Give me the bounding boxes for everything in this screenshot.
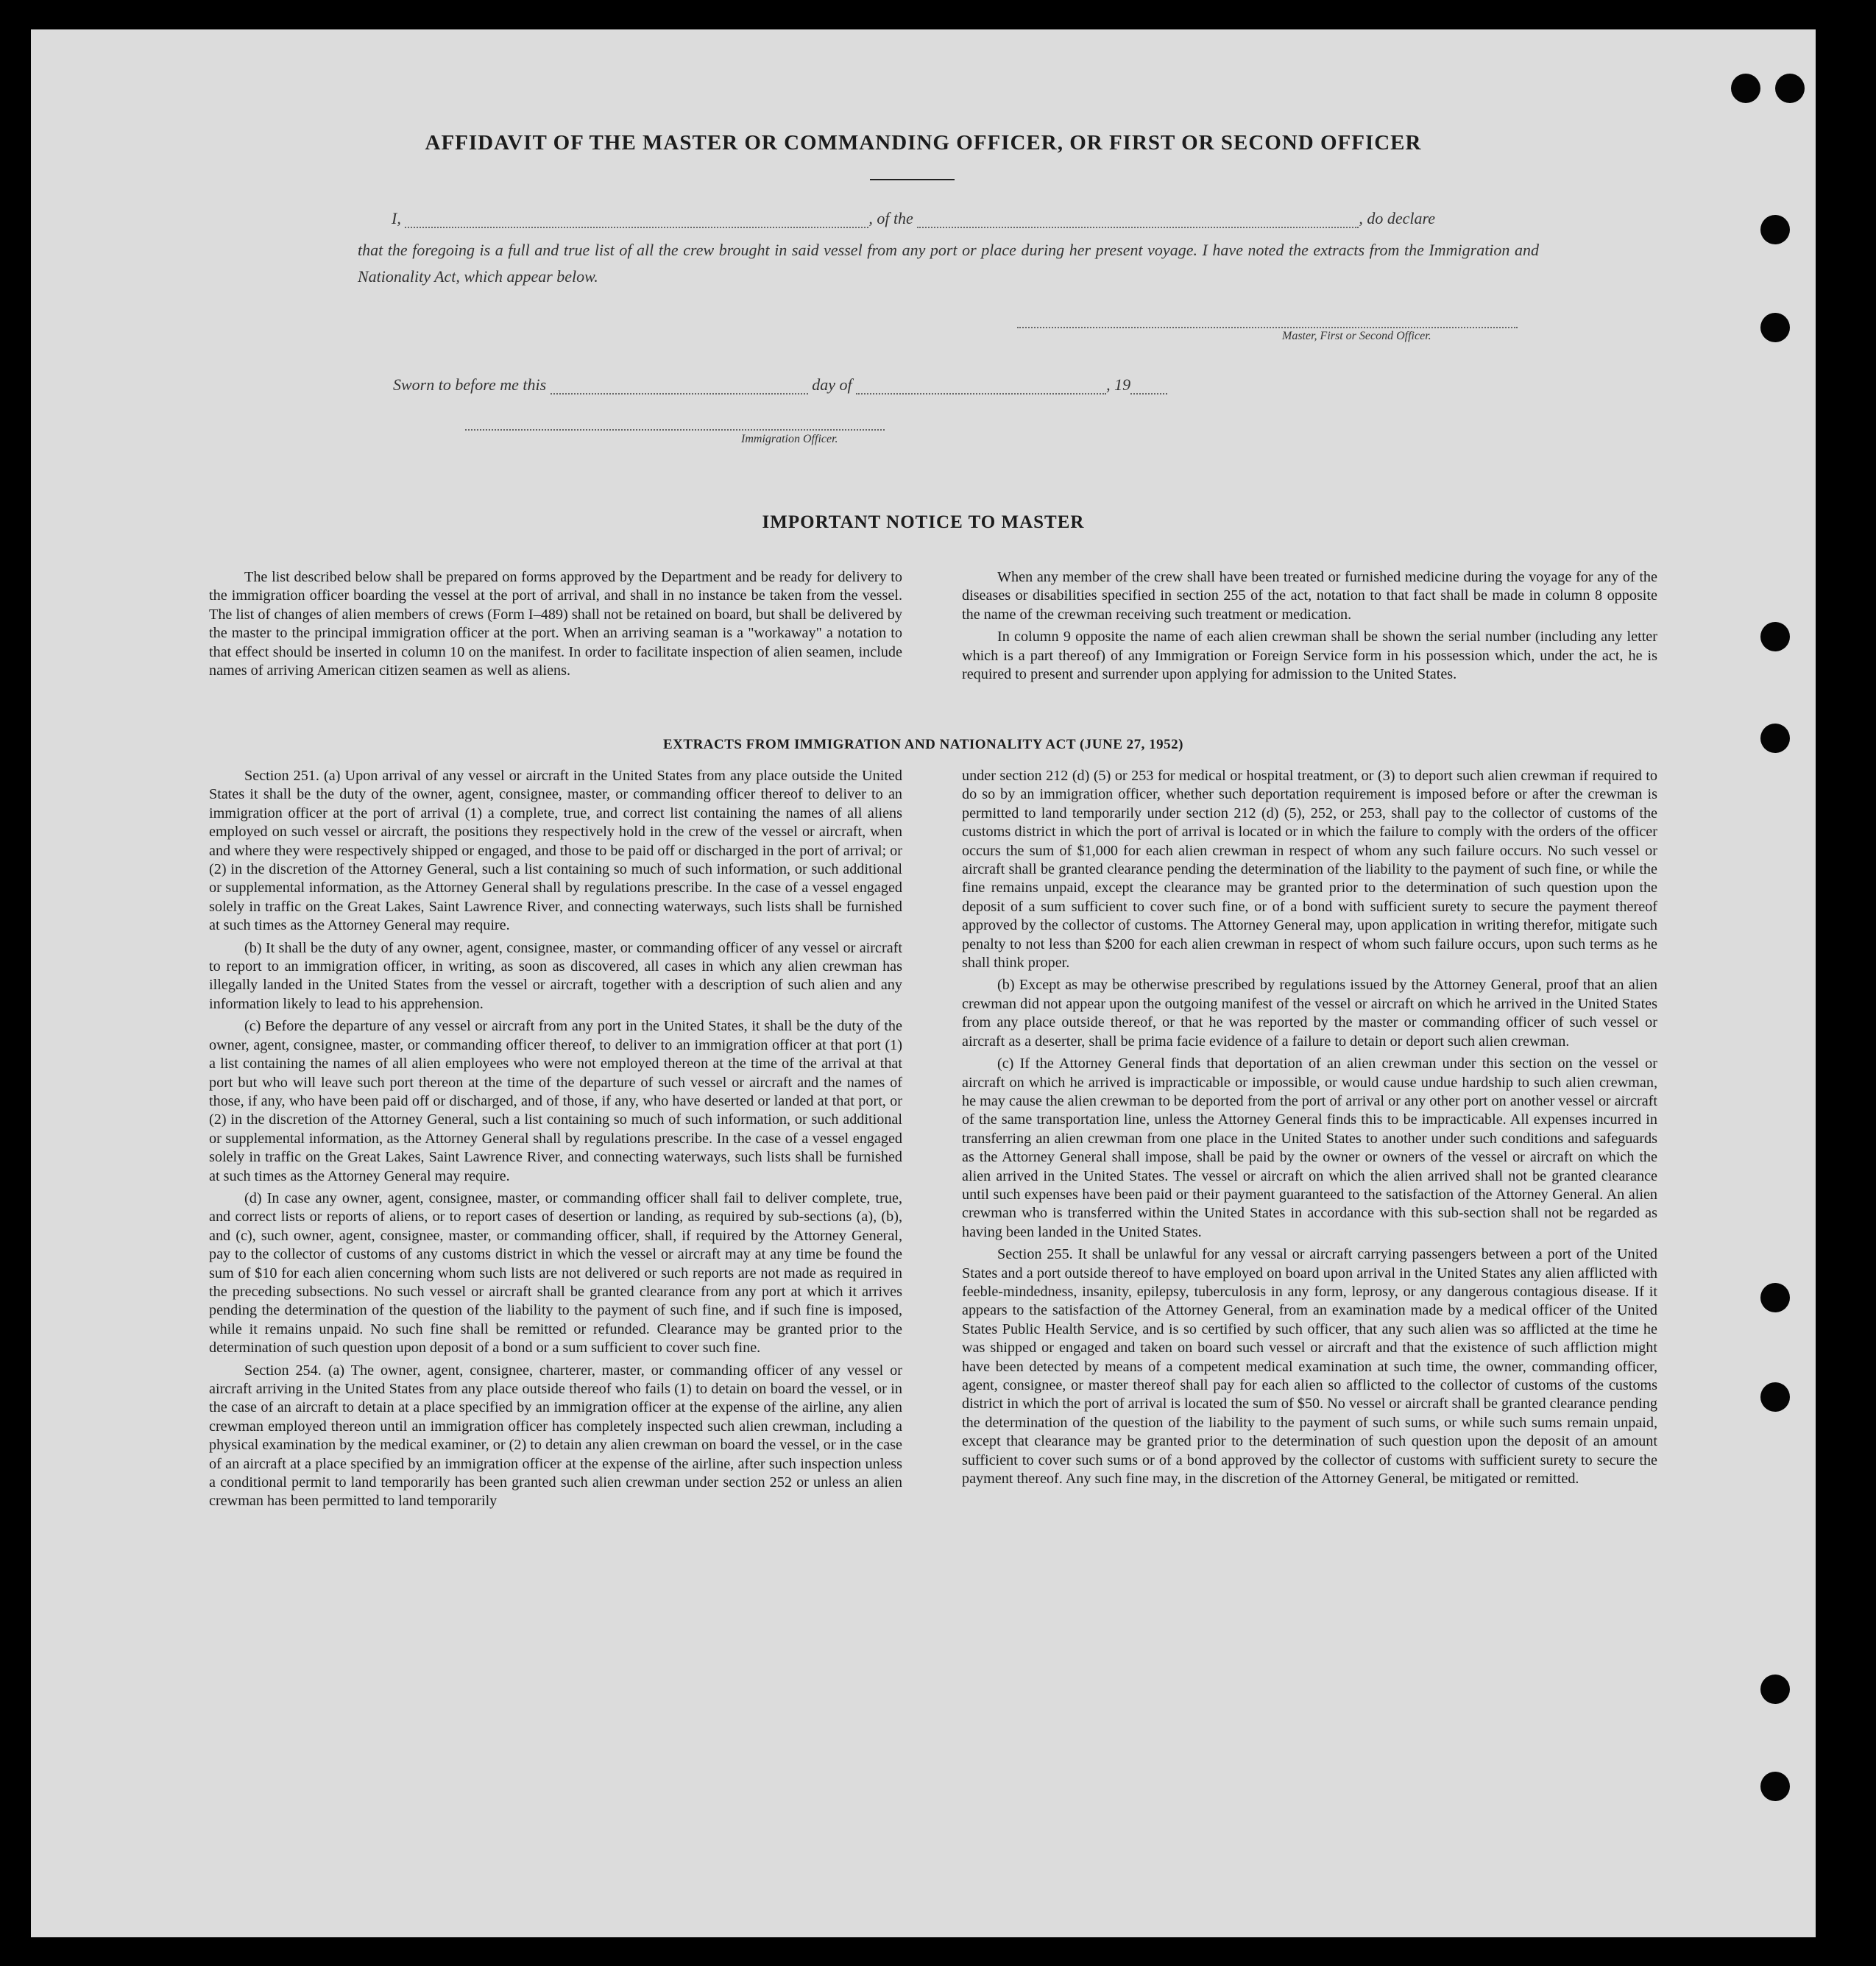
extracts-left-column	[209, 767, 902, 1515]
sworn-label: Sworn to before me this	[393, 375, 547, 394]
title-rule	[870, 179, 955, 180]
notice-heading: IMPORTANT NOTICE TO MASTER	[762, 512, 1085, 532]
notice-paragraph: When any member of the crew shall have been treated or furnished medicine during the voyage for any of the diseases or disabilities specified in section 255 of the act, notation to that fact shall be made in column 8 opposite the name of the crewman receiving such treatment or medication.	[962, 569, 1657, 623]
sworn-line	[393, 375, 1167, 395]
declarant-name-field[interactable]	[405, 212, 868, 228]
sworn-day-field[interactable]	[551, 378, 808, 395]
punch-hole	[1760, 1283, 1790, 1312]
extract-paragraph: under section 212 (d) (5) or 253 for medical or hospital treatment, or (3) to deport such alien crewman if required to do so by an immigration officer, whether such deportation requirement is imposed before or after the crewman is permitted to land temporarily under section 212 (d) (5), 252, or 253, shall pay to the collector of customs of the customs district in which the port of arrival is located or in which the failure to comply with the orders of the officer occurs the sum of $1,000 for each alien crewman in respect of whom any such failure occurs. No such vessel or aircraft shall be granted clearance pending the determination of the liability to the payment of such fine, or while the fine remains unpaid, except the clearance may be granted prior to the determination of such question upon the deposit of a sum sufficient to cover such fine, or of a bond with sufficient surety to secure the payment thereof approved by the collector of customs. The Attorney General may, upon application in writing therefor, mitigate such penalty to not less than $200 for each alien crewman in respect of whom such failure occurs, upon such terms as he shall think proper.	[962, 768, 1657, 972]
sworn-month-field[interactable]	[856, 378, 1106, 395]
declaration-suffix: , do declare	[1359, 209, 1435, 227]
punch-hole	[1760, 1382, 1790, 1412]
extract-paragraph: Section 255. It shall be unlawful for any vessal or aircraft carrying passengers between a port of the United States and a port outside thereof to have employed on board upon arrival in the United States any alien afflicted with feeble-mindedness, insanity, epilepsy, tuberculosis in any form, leprosy, or any dangerous contagious disease. If it appears to the satisfaction of the Attorney General, from an examination made by a medical officer of the United States Public Health Service, and is so certified by such officer, that any such alien was so afflicted at the time he was shipped or engaged and taken on board such vessel or aircraft and that the existence of such affliction might have been detected by means of a competent medical examination at such time, the owner, commanding officer, agent, consignee, or master thereof shall pay for each alien so afflicted to the collector of customs of the customs district in which the port of arrival is located the sum of $50. No vessel or aircraft shall be granted clearance pending the determination of the question of the liability to the payment of such sums, or while such sums remain unpaid, except that clearance may be granted prior to the determination of such question upon the deposit of an amount sufficient to cover such sums or of a bond approved by the collector of customs with sufficient surety to secure the payment thereof. Any such fine may, in the discretion of the Attorney General, be mitigated or remitted.	[962, 1246, 1657, 1488]
notice-left-column	[209, 568, 902, 684]
sworn-year-field[interactable]	[1130, 378, 1167, 395]
punch-hole	[1760, 1772, 1790, 1801]
punch-hole	[1731, 74, 1760, 103]
notice-paragraph: The list described below shall be prepared on forms approved by the Department and be ready for delivery to the immigration officer boarding the vessel at the port of arrival, and shall in no instance be taken from the vessel. The list of changes of alien members of crews (Form I–489) shall not be retained on board, but shall be delivered by the master to the principal immigration officer at the port. When an arriving seaman is a "workaway" a notation to that effect should be inserted in column 10 on the manifest. In order to facilitate inspection of alien seamen, include names of arriving American citizen seamen as well as aliens.	[209, 569, 902, 679]
punch-hole	[1775, 74, 1805, 103]
declaration-of-label: , of the	[868, 209, 913, 227]
extract-paragraph: (b) Except as may be otherwise prescribed by regulations issued by the Attorney General, proof that an alien crewman did not appear upon the outgoing manifest of the vessel or aircraft on which he arrived in the United States from any place outside thereof, or that he was reported by the master or commanding officer of such vessel or aircraft as a deserter, shall be prima facie evidence of a failure to detain or deport such alien crewman.	[962, 977, 1657, 1050]
declaration-line	[392, 209, 1540, 228]
extracts-heading: EXTRACTS FROM IMMIGRATION AND NATIONALITY ACT (JUNE 27, 1952)	[663, 737, 1183, 752]
extract-paragraph: Section 254. (a) The owner, agent, consignee, charterer, master, or commanding officer of any vessel or aircraft arriving in the United States from any place outside thereof who fails (1) to detain on board the vessel, or in the case of an aircraft to detain at a place specified by an immigration officer at the expense of the airline, any alien crewman employed thereon until an immigration officer has completely inspected such alien crewman, including a physical examination by the medical examiner, or (2) to detain any alien crewman on board the vessel, or in the case of an aircraft at a place specified by an immigration officer at the expense of the airline, after such inspection unless a conditional permit to land temporarily has been granted such alien crewman under section 252 or unless an alien crewman has been permitted to land temporarily	[209, 1362, 902, 1510]
notice-paragraph: In column 9 opposite the name of each alien crewman shall be shown the serial number (including any letter which is a part thereof) of any Immigration or Foreign Service form in his possession which, under the act, he is required to present and surrender upon applying for admission to the United States.	[962, 629, 1657, 683]
master-signature-line[interactable]	[1017, 327, 1518, 328]
extract-paragraph: (c) Before the departure of any vessel or aircraft from any port in the United States, it shall be the duty of the owner, agent, consignee, master, or commanding officer thereof, to deliver to an immigration officer at that port (1) a list containing the names of all alien employees who were not employed thereon at the time of the arrival at that port but who will leave such port thereon at the time of the departure of such vessel or aircraft and the names of those, if any, who have been paid off or discharged, and of those, if any, who have deserted or landed at that port, or (2) in the discretion of the Attorney General, such a list containing so much of such information, or such additional or supplemental information, as the Attorney General shall by regulations prescribe. In the case of a vessel engaged solely in traffic on the Great Lakes, Saint Lawrence River, and connecting waterways, such lists shall be furnished at such times as the Attorney General may require.	[209, 1018, 902, 1184]
officer-signature-line[interactable]	[465, 429, 885, 431]
punch-hole	[1760, 215, 1790, 244]
punch-hole	[1760, 622, 1790, 651]
punch-hole	[1760, 1675, 1790, 1704]
declarant-prefix: I,	[392, 209, 401, 227]
vessel-name-field[interactable]	[917, 212, 1359, 228]
extracts-right-column	[962, 767, 1657, 1492]
year-prefix: , 19	[1106, 375, 1131, 394]
document-page	[31, 29, 1816, 1937]
affidavit-title: AFFIDAVIT OF THE MASTER OR COMMANDING OFFICER, OR FIRST OR SECOND OFFICER	[425, 131, 1422, 155]
officer-signature-caption: Immigration Officer.	[741, 433, 838, 445]
notice-right-column	[962, 568, 1657, 687]
extract-paragraph: (b) It shall be the duty of any owner, agent, consignee, master, or commanding officer of any vessel or aircraft to report to an immigration officer, in writing, as soon as discovered, all cases in which any alien crewman has illegally landed in the United States from the vessel or aircraft, together with a description of such alien and any information likely to lead to his apprehension.	[209, 939, 902, 1012]
extract-paragraph: (d) In case any owner, agent, consignee, master, or commanding officer shall fail to deliver complete, true, and correct lists or reports of aliens, or to report cases of desertion or landing, as required by sub-sections (a), (b), and (c), such owner, agent, consignee, master, or commanding officer, shall, if required by the Attorney General, pay to the collector of customs of any customs district in which the vessel or aircraft may at any time be found the sum of $10 for each alien concerning whom such lists are not delivered or such reports are not made as required in the preceding subsections. No such vessel or aircraft shall be granted clearance from any port at which it arrives pending the determination of the question of the liability to the payment of such fine, and if such fine is imposed, while it remains unpaid. No such fine shall be remitted or refunded. Clearance may be granted prior to the determination of such question upon deposit of a bond or a sum sufficient to cover such fine.	[209, 1189, 902, 1357]
punch-hole	[1760, 313, 1790, 342]
day-of-label: day of	[812, 375, 852, 394]
declaration-text: that the foregoing is a full and true list of all the crew brought in said vessel from any port or place during her present voyage. I have noted the extracts from the Immigration and Nationality Act, which appear below.	[358, 241, 1539, 286]
extract-paragraph: (c) If the Attorney General finds that deportation of an alien crewman under this section on the vessel or aircraft on which he arrived is impracticable or impossible, or would cause undue hardship to such alien crewman, he may cause the alien crewman to be deported from the port of arrival or any other port on another vessel or aircraft of the same transportation line, unless the Attorney General finds this to be impracticable. All expenses incurred in transferring an alien crewman from one place in the United States to another under such conditions and safeguards as the Attorney General shall impose, shall be paid by the owner or owners of the vessel or aircraft on which the alien arrived in the United States. The vessel or aircraft on which the alien arrived shall not be granted clearance until such expenses have been paid or their payment guaranteed to the satisfaction of the Attorney General. An alien crewman who is transferred within the United States in accordance with this sub-section shall not be regarded as having been landed in the United States.	[962, 1056, 1657, 1240]
master-signature-caption: Master, First or Second Officer.	[1282, 330, 1431, 342]
punch-hole	[1760, 724, 1790, 753]
extract-paragraph: Section 251. (a) Upon arrival of any vessel or aircraft in the United States from any place outside the United States it shall be the duty of the owner, agent, consignee, master, or commanding officer thereof to deliver to an immigration officer at the port of arrival (1) a complete, true, and correct list containing the names of all aliens employed on such vessel or aircraft, the positions they respectively hold in the crew of the vessel or aircraft, when and where they were respectively shipped or engaged, and those to be paid off or discharged in the port of arrival; or (2) in the discretion of the Attorney General, such a list containing so much of such information, or such additional or supplemental information, as the Attorney General shall by regulations prescribe. In the case of a vessel engaged solely in traffic on the Great Lakes, Saint Lawrence River, and connecting waterways, such lists shall be furnished at such times as the Attorney General may require.	[209, 768, 902, 934]
